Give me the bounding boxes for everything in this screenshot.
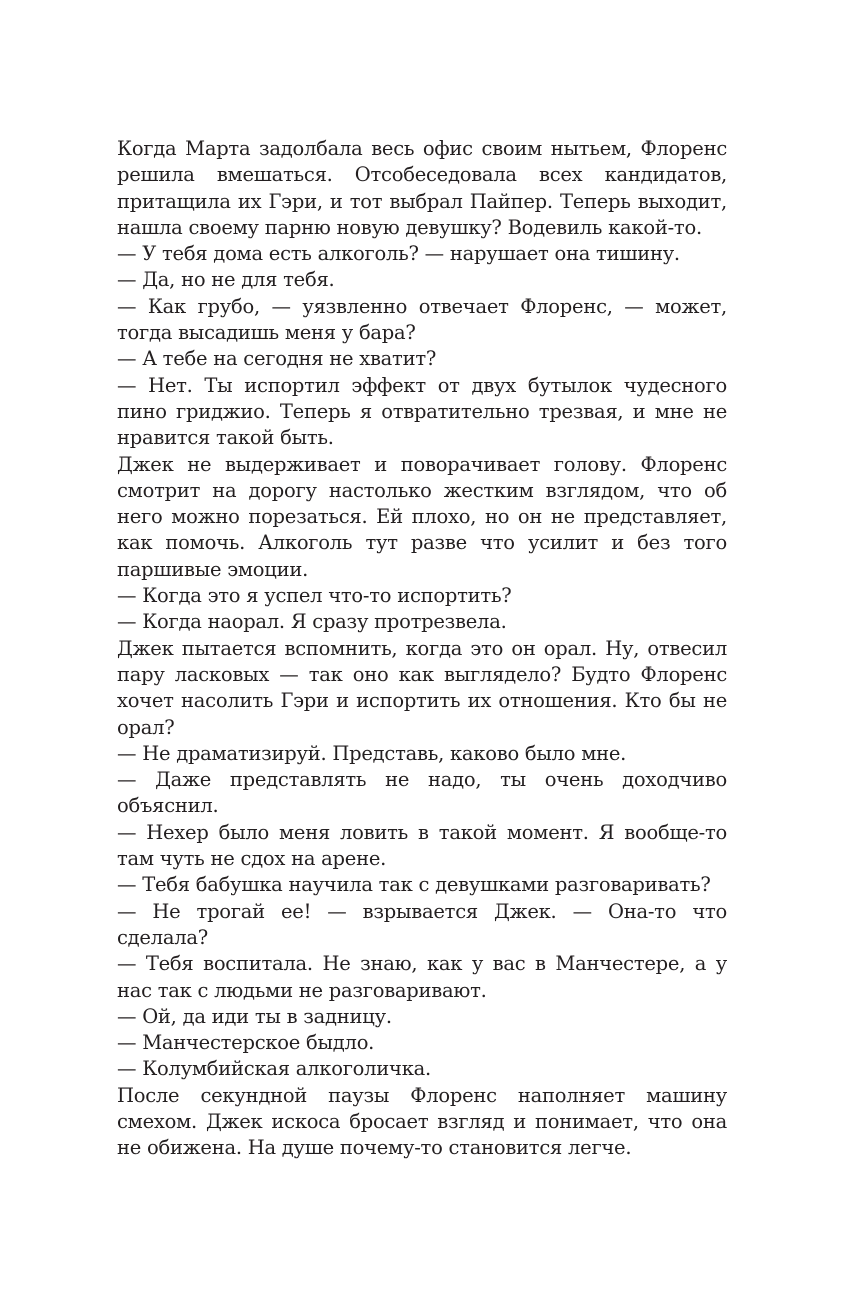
dialogue-line: — Тебя воспитала. Не знаю, как у вас в Манчестере, а у нас так с людьми не разговаривают. [117,952,727,1002]
paragraph: Джек не выдерживает и поворачивает голову. Флоренс смотрит на дорогу настолько жестким взглядом, что об него можно порезаться. Ей плохо, но он не представляет, как помочь. Алкоголь тут разве что усилит и без того паршивые эмоции. [117,452,727,581]
page-text [117,136,727,1162]
dialogue-line: — Манчестерское быдло. [117,1031,375,1055]
dialogue-line: — Когда это я успел что-то испортить? [117,584,512,608]
paragraph: После секундной паузы Флоренс наполняет машину смехом. Джек искоса бросает взгляд и понимает, что она не обижена. На душе почему-то становится легче. [117,1083,727,1160]
paragraph: Джек пытается вспомнить, когда это он орал. Ну, отвесил пару ласковых — так оно как выглядело? Будто Флоренс хочет насолить Гэри и испортить их отношения. Кто бы не орал? [117,636,727,739]
dialogue-line: — Не драматизируй. Представь, каково было мне. [117,741,627,765]
dialogue-line: — Колумбийская алкоголичка. [117,1057,431,1081]
paragraph: Когда Марта задолбала весь офис своим нытьем, Флоренс решила вмешаться. Отсобеседовала всех кандидатов, притащила их Гэри, и тот выбрал Пайпер. Теперь выходит, нашла своему парню новую девушку? Водевиль какой-то. [117,137,727,239]
dialogue-line: — Да, но не для тебя. [117,268,335,292]
dialogue-line: — Не трогай ее! — взрывается Джек. — Она-то что сделала? [117,899,727,949]
dialogue-line: — Нет. Ты испортил эффект от двух бутылок чудесного пино гриджио. Теперь я отвратительно трезвая, и мне не нравится такой быть. [117,373,727,450]
dialogue-line: — У тебя дома есть алкоголь? — нарушает она тишину. [117,242,680,266]
dialogue-line: — Нехер было меня ловить в такой момент. Я вообще-то там чуть не сдох на арене. [117,820,727,871]
dialogue-line: — Ой, да иди ты в задницу. [117,1004,392,1028]
dialogue-line: — Тебя бабушка научила так с девушками разговаривать? [117,873,711,897]
dialogue-line: — Когда наорал. Я сразу протрезвела. [117,610,507,634]
dialogue-line: — А тебе на сегодня не хватит? [117,347,437,371]
dialogue-line: — Как грубо, — уязвленно отвечает Флоренс, — может, тогда высадишь меня у бара? [117,294,727,345]
dialogue-line: — Даже представлять не надо, ты очень доходчиво объяснил. [117,768,727,818]
